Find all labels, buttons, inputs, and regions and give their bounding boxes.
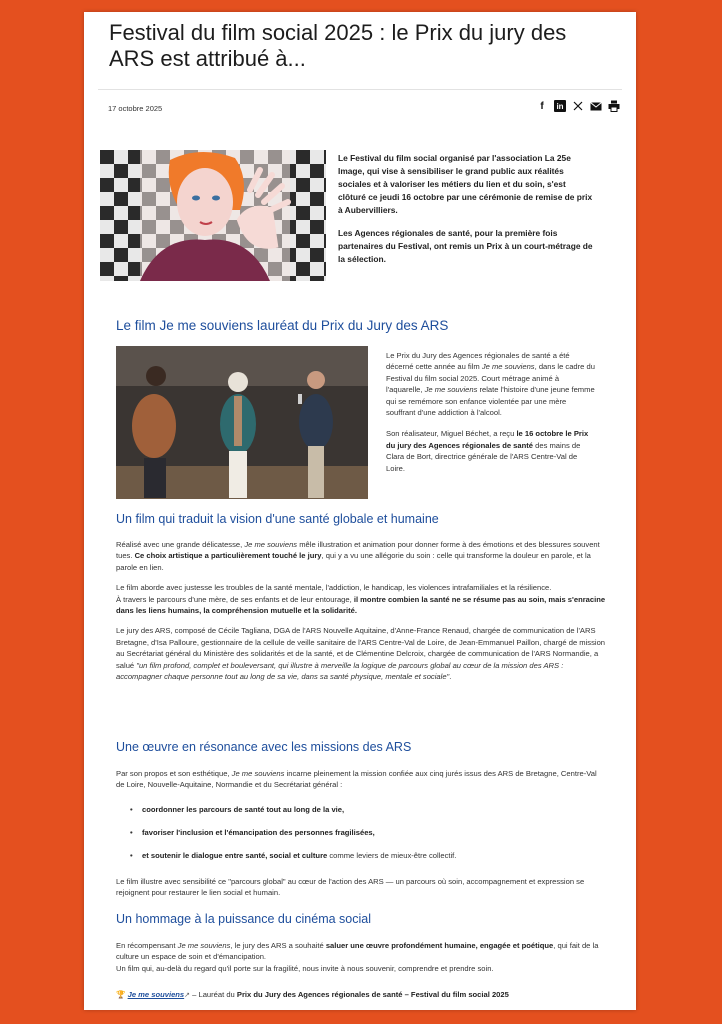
intro-text: Le Festival du film social organisé par l'association La 25e Image, qui vise à sensibiliser le grand public aux réalités sociales et à valoriser les métiers du lien et du soin, s'est clôturé ce jeudi 16 octobre par une cérémonie de remise de prix à Aubervilliers. Les Agences régionales de santé, pour la première fois partenaires du Festival, ont remis un Prix à un court-métrage de la sélection. [338,153,593,264]
missions-text: Par son propos et son esthétique, Je me souviens incarne pleinement la mission confiée aux cinq jurés issus des ARS de Bretagne, Centre-Val de Loire, Nouvelle-Aquitaine, Normandie et du Secrétariat général : [116,769,597,790]
section-heading-laureat: Le film Je me souviens lauréat du Prix du Jury des ARS [116,318,449,333]
missions-conclusion: Le film illustre avec sensibilité ce "parcours global" au cœur de l'action des ARS — un parcours où soin, accompagnement et expression se rejoignent pour restaurer le lien social et humain. [116,877,585,898]
list-item: • et soutenir le dialogue entre santé, social et culture comme leviers de mieux-être collectif. [130,850,600,861]
mail-icon[interactable] [590,100,602,112]
x-icon[interactable] [572,100,584,112]
vision-text: Réalisé avec une grande délicatesse, Je me souviens mêle illustration et animation pour donner forme à des émotions et des blessures souvent tues. Ce choix artistique a particulièrement touché le jury, qui y a vu une allégorie du soin : celle qui transforme la douleur en parole, et la parole en lien. Le film aborde avec justesse les troubles de la santé mentale, l'addiction, le handicap, les violences intrafamiliales et la résilience. À travers le parcours d'une mère, de ses enfants et de leur entourage, il montre combien la santé ne se résume pas au soin, mais s'enracine dans les liens humains, la compréhension mutuelle et la solidarité. Le jury des ARS, composé de Cécile Tagliana, DGA de l'ARS Nouvelle Aquitaine, d'Anne-France Renaud, chargée de communication de l'ARS Bretagne, d'Isa Palloure, gestionnaire de la cellule de veille sanitaire de l'ARS Centre-Val de Loire, de Jean-Emmanuel Paillon, chargé de mission au Secrétariat général du Ministère des solidarités et de la santé, et de Clémentine Delcroix, chargée de communication de l'ARS Normandie, a salué "un film profond, complet et bouleversant, qui illustre à merveille la logique de parcours global au cœur de la mission des ARS : accompagner chaque personne tout au long de sa vie, dans sa santé physique, mentale et sociale". [116,540,606,682]
film-link[interactable]: Je me souviens [127,990,185,999]
section-heading-missions: Une œuvre en résonance avec les missions des ARS [116,740,412,754]
article-page [84,12,636,1010]
trophy-icon: 🏆 [116,990,126,999]
award-ceremony-photo [116,346,368,499]
hommage-text: En récompensant Je me souviens, le jury des ARS a souhaité saluer une œuvre profondément humaine, engagée et poétique, qui fait de la culture un espace de soin et d'émancipation. Un film qui, au-delà du regard qu'il porte sur la fragilité, nous invite à nous souvenir, comprendre et prendre soin. [116,941,599,973]
linkedin-icon[interactable]: in [554,100,566,112]
facebook-icon[interactable]: f [540,100,544,112]
share-bar [536,100,620,112]
external-link-icon: ↗ [184,992,191,999]
hero-illustration [100,150,326,281]
footer-credit: 🏆 Je me souviens↗ – Lauréat du Prix du Jury des Agences régionales de santé – Festival du film social 2025 [116,990,509,999]
publish-date: 17 octobre 2025 [108,104,163,113]
list-item: • favoriser l'inclusion et l'émancipation des personnes fragilisées, [130,827,600,838]
print-icon[interactable] [608,100,620,112]
laureat-text: Le Prix du Jury des Agences régionales de santé a été décerné cette année au film Je me souviens, dans le cadre du Festival du film social 2025. Court métrage animé à l'aquarelle, Je me souviens relate l'histoire d'une jeune femme qui se remémore son enfance violentée par une mère souffrant d'une addiction à l'alcool. Son réalisateur, Miguel Béchet, a reçu le 16 octobre le Prix du jury des Agences régionales de santé des mains de Clara de Bort, directrice générale de l'ARS Centre-Val de Loire. [386,351,595,473]
section-heading-vision: Un film qui traduit la vision d'une santé globale et humaine [116,512,439,526]
page-title: Festival du film social 2025 : le Prix du jury des ARS est attribué à... [109,20,567,71]
list-item: • coordonner les parcours de santé tout au long de la vie, [130,804,600,815]
missions-list [130,804,600,873]
section-heading-hommage: Un hommage à la puissance du cinéma social [116,912,371,926]
divider [98,89,622,90]
